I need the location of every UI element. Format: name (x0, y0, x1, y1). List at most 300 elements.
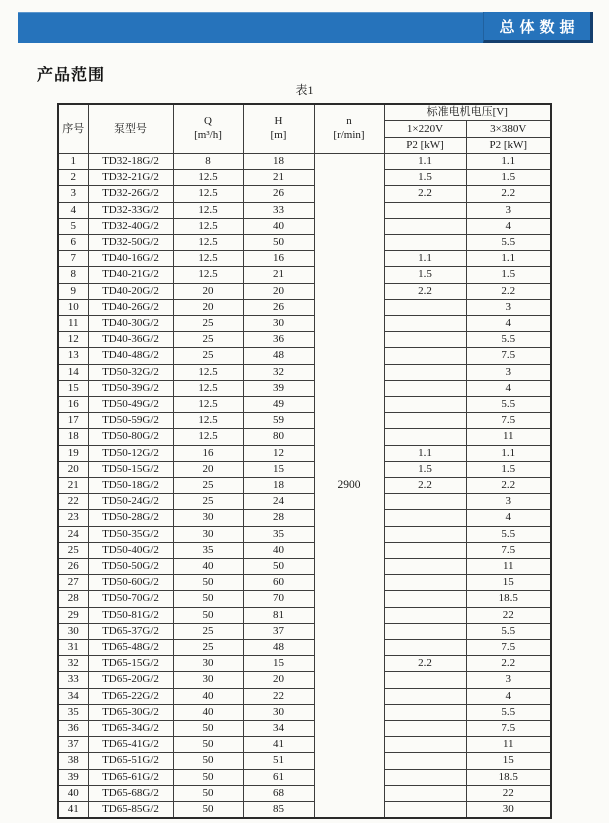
cell-h: 30 (243, 704, 314, 720)
cell-q: 20 (173, 461, 243, 477)
cell-model: TD32-50G/2 (88, 234, 173, 250)
cell-model: TD50-28G/2 (88, 510, 173, 526)
cell-h: 50 (243, 558, 314, 574)
cell-model: TD65-20G/2 (88, 672, 173, 688)
header-row-1 (58, 104, 551, 121)
cell-q: 25 (173, 623, 243, 639)
table-row (58, 202, 551, 218)
cell-p2-380: 3 (466, 494, 551, 510)
cell-h: 49 (243, 396, 314, 412)
cell-p2-380: 7.5 (466, 721, 551, 737)
cell-q: 40 (173, 704, 243, 720)
table-row (58, 429, 551, 445)
cell-no: 25 (58, 542, 88, 558)
cell-h: 18 (243, 477, 314, 493)
cell-no: 6 (58, 234, 88, 250)
cell-p2-220 (384, 332, 466, 348)
cell-no: 11 (58, 315, 88, 331)
header-v220: 1×220V (384, 121, 466, 137)
cell-no: 32 (58, 656, 88, 672)
cell-h: 60 (243, 575, 314, 591)
cell-q: 20 (173, 299, 243, 315)
cell-model: TD40-16G/2 (88, 251, 173, 267)
cell-h: 59 (243, 413, 314, 429)
cell-q: 35 (173, 542, 243, 558)
table-row (58, 170, 551, 186)
product-range-table (57, 103, 552, 819)
cell-h: 16 (243, 251, 314, 267)
table-row (58, 591, 551, 607)
table-caption: 表1 (295, 83, 314, 97)
cell-p2-220: 1.1 (384, 445, 466, 461)
cell-p2-380: 15 (466, 575, 551, 591)
cell-p2-380: 3 (466, 672, 551, 688)
header-col-no: 序号 (58, 104, 88, 153)
table-row (58, 656, 551, 672)
table-row (58, 639, 551, 655)
table-row (58, 802, 551, 819)
cell-p2-380: 30 (466, 802, 551, 819)
table-row (58, 251, 551, 267)
cell-q: 25 (173, 315, 243, 331)
cell-p2-220 (384, 623, 466, 639)
cell-p2-380: 18.5 (466, 591, 551, 607)
table-row (58, 364, 551, 380)
cell-h: 12 (243, 445, 314, 461)
cell-model: TD65-61G/2 (88, 769, 173, 785)
table-row (58, 737, 551, 753)
cell-model: TD32-40G/2 (88, 218, 173, 234)
cell-p2-380: 5.5 (466, 234, 551, 250)
cell-model: TD65-34G/2 (88, 721, 173, 737)
table-row (58, 299, 551, 315)
cell-h: 48 (243, 348, 314, 364)
cell-q: 12.5 (173, 380, 243, 396)
cell-p2-220: 2.2 (384, 283, 466, 299)
cell-h: 81 (243, 607, 314, 623)
cell-no: 40 (58, 785, 88, 801)
cell-h: 22 (243, 688, 314, 704)
cell-p2-380: 11 (466, 558, 551, 574)
cell-no: 36 (58, 721, 88, 737)
cell-no: 7 (58, 251, 88, 267)
cell-p2-220 (384, 704, 466, 720)
table-row (58, 234, 551, 250)
cell-p2-380: 4 (466, 315, 551, 331)
cell-p2-220: 1.1 (384, 251, 466, 267)
cell-model: TD50-35G/2 (88, 526, 173, 542)
cell-p2-380: 3 (466, 299, 551, 315)
cell-p2-220 (384, 753, 466, 769)
cell-h: 32 (243, 364, 314, 380)
cell-model: TD65-85G/2 (88, 802, 173, 819)
cell-model: TD65-15G/2 (88, 656, 173, 672)
cell-p2-380: 2.2 (466, 186, 551, 202)
cell-h: 61 (243, 769, 314, 785)
cell-h: 80 (243, 429, 314, 445)
cell-p2-220: 2.2 (384, 477, 466, 493)
cell-no: 3 (58, 186, 88, 202)
cell-p2-220 (384, 785, 466, 801)
table-header (58, 104, 551, 153)
table-row (58, 607, 551, 623)
cell-no: 13 (58, 348, 88, 364)
cell-q: 12.5 (173, 364, 243, 380)
cell-no: 8 (58, 267, 88, 283)
cell-h: 20 (243, 283, 314, 299)
cell-p2-220 (384, 672, 466, 688)
cell-q: 50 (173, 591, 243, 607)
cell-q: 25 (173, 348, 243, 364)
cell-model: TD50-32G/2 (88, 364, 173, 380)
cell-model: TD40-26G/2 (88, 299, 173, 315)
cell-h: 18 (243, 153, 314, 169)
cell-model: TD50-24G/2 (88, 494, 173, 510)
cell-h: 50 (243, 234, 314, 250)
table-row (58, 153, 551, 169)
cell-model: TD50-60G/2 (88, 575, 173, 591)
cell-no: 30 (58, 623, 88, 639)
header-col-q (173, 104, 243, 153)
cell-p2-220 (384, 299, 466, 315)
cell-q: 12.5 (173, 429, 243, 445)
cell-p2-380: 15 (466, 753, 551, 769)
cell-q: 25 (173, 494, 243, 510)
cell-no: 31 (58, 639, 88, 655)
table-row (58, 623, 551, 639)
table-row (58, 445, 551, 461)
cell-no: 4 (58, 202, 88, 218)
cell-p2-380: 4 (466, 688, 551, 704)
cell-h: 15 (243, 461, 314, 477)
cell-model: TD50-59G/2 (88, 413, 173, 429)
cell-model: TD40-30G/2 (88, 315, 173, 331)
cell-p2-380: 3 (466, 202, 551, 218)
cell-model: TD32-21G/2 (88, 170, 173, 186)
cell-h: 41 (243, 737, 314, 753)
table-row (58, 558, 551, 574)
header-col-n (314, 104, 384, 153)
cell-q: 40 (173, 688, 243, 704)
cell-p2-380: 1.5 (466, 170, 551, 186)
cell-h: 40 (243, 218, 314, 234)
cell-p2-220 (384, 575, 466, 591)
cell-p2-220: 1.5 (384, 170, 466, 186)
table-row (58, 348, 551, 364)
table-body (58, 153, 551, 818)
cell-no: 28 (58, 591, 88, 607)
cell-p2-380: 7.5 (466, 413, 551, 429)
cell-no: 15 (58, 380, 88, 396)
cell-model: TD32-26G/2 (88, 186, 173, 202)
cell-p2-380: 1.5 (466, 267, 551, 283)
page-header-title: 总体数据 (483, 12, 593, 43)
cell-p2-220 (384, 526, 466, 542)
cell-model: TD40-21G/2 (88, 267, 173, 283)
cell-model: TD32-33G/2 (88, 202, 173, 218)
table-row (58, 218, 551, 234)
cell-q: 12.5 (173, 170, 243, 186)
cell-h: 35 (243, 526, 314, 542)
cell-p2-220: 2.2 (384, 656, 466, 672)
cell-no: 14 (58, 364, 88, 380)
table-row (58, 461, 551, 477)
cell-no: 38 (58, 753, 88, 769)
cell-h: 26 (243, 299, 314, 315)
cell-no: 18 (58, 429, 88, 445)
cell-p2-380: 4 (466, 510, 551, 526)
cell-q: 50 (173, 607, 243, 623)
cell-no: 33 (58, 672, 88, 688)
table-row (58, 672, 551, 688)
cell-p2-220 (384, 721, 466, 737)
table-row (58, 494, 551, 510)
header-col-h-label: H (274, 115, 283, 128)
cell-q: 50 (173, 753, 243, 769)
cell-p2-380: 1.5 (466, 461, 551, 477)
cell-p2-380: 11 (466, 737, 551, 753)
cell-p2-220: 1.5 (384, 461, 466, 477)
cell-p2-220 (384, 802, 466, 819)
cell-no: 12 (58, 332, 88, 348)
cell-h: 40 (243, 542, 314, 558)
cell-q: 50 (173, 785, 243, 801)
cell-p2-220 (384, 234, 466, 250)
cell-p2-380: 2.2 (466, 283, 551, 299)
cell-q: 8 (173, 153, 243, 169)
cell-h: 24 (243, 494, 314, 510)
cell-model: TD50-49G/2 (88, 396, 173, 412)
table-row (58, 477, 551, 493)
header-col-n-unit: [r/min] (333, 128, 365, 141)
cell-h: 36 (243, 332, 314, 348)
cell-p2-380: 5.5 (466, 526, 551, 542)
cell-p2-380: 4 (466, 218, 551, 234)
cell-h: 39 (243, 380, 314, 396)
cell-model: TD50-40G/2 (88, 542, 173, 558)
cell-q: 12.5 (173, 186, 243, 202)
cell-h: 48 (243, 639, 314, 655)
table-row (58, 332, 551, 348)
cell-p2-380: 5.5 (466, 623, 551, 639)
header-voltage-group: 标准电机电压[V] (384, 104, 551, 121)
cell-q: 50 (173, 575, 243, 591)
cell-model: TD50-80G/2 (88, 429, 173, 445)
cell-p2-220 (384, 591, 466, 607)
cell-no: 24 (58, 526, 88, 542)
cell-no: 29 (58, 607, 88, 623)
cell-no: 22 (58, 494, 88, 510)
table-row (58, 413, 551, 429)
table-row (58, 283, 551, 299)
cell-q: 12.5 (173, 202, 243, 218)
cell-p2-220 (384, 315, 466, 331)
cell-p2-380: 1.1 (466, 251, 551, 267)
cell-h: 68 (243, 785, 314, 801)
cell-n-merged: 2900 (314, 153, 384, 818)
table-row (58, 769, 551, 785)
cell-q: 25 (173, 332, 243, 348)
cell-model: TD65-68G/2 (88, 785, 173, 801)
cell-p2-220 (384, 413, 466, 429)
cell-no: 17 (58, 413, 88, 429)
cell-q: 12.5 (173, 267, 243, 283)
cell-no: 10 (58, 299, 88, 315)
cell-p2-220 (384, 429, 466, 445)
cell-h: 70 (243, 591, 314, 607)
cell-h: 85 (243, 802, 314, 819)
cell-no: 41 (58, 802, 88, 819)
cell-h: 37 (243, 623, 314, 639)
cell-p2-380: 22 (466, 607, 551, 623)
cell-q: 25 (173, 477, 243, 493)
table-row (58, 753, 551, 769)
table-row (58, 380, 551, 396)
cell-p2-220 (384, 558, 466, 574)
cell-p2-220: 1.1 (384, 153, 466, 169)
cell-no: 26 (58, 558, 88, 574)
cell-no: 1 (58, 153, 88, 169)
cell-model: TD50-12G/2 (88, 445, 173, 461)
cell-p2-220 (384, 688, 466, 704)
cell-q: 12.5 (173, 251, 243, 267)
header-col-n-label: n (346, 115, 352, 128)
cell-h: 21 (243, 170, 314, 186)
cell-q: 12.5 (173, 218, 243, 234)
table-row (58, 315, 551, 331)
cell-h: 15 (243, 656, 314, 672)
cell-q: 25 (173, 639, 243, 655)
cell-p2-380: 1.1 (466, 445, 551, 461)
cell-q: 30 (173, 510, 243, 526)
table-row (58, 526, 551, 542)
cell-p2-380: 1.1 (466, 153, 551, 169)
table-row (58, 575, 551, 591)
cell-h: 30 (243, 315, 314, 331)
cell-q: 30 (173, 656, 243, 672)
cell-h: 20 (243, 672, 314, 688)
header-v380: 3×380V (466, 121, 551, 137)
cell-h: 33 (243, 202, 314, 218)
cell-model: TD50-15G/2 (88, 461, 173, 477)
cell-p2-220 (384, 396, 466, 412)
cell-p2-220: 2.2 (384, 186, 466, 202)
cell-model: TD40-48G/2 (88, 348, 173, 364)
cell-model: TD40-20G/2 (88, 283, 173, 299)
cell-p2-380: 5.5 (466, 396, 551, 412)
cell-no: 23 (58, 510, 88, 526)
section-heading: 产品范围 (37, 67, 106, 84)
cell-p2-220 (384, 607, 466, 623)
table-row (58, 396, 551, 412)
table-row (58, 510, 551, 526)
cell-q: 12.5 (173, 413, 243, 429)
page-header-bar (18, 12, 593, 43)
cell-p2-380: 2.2 (466, 477, 551, 493)
cell-model: TD32-18G/2 (88, 153, 173, 169)
cell-model: TD65-37G/2 (88, 623, 173, 639)
cell-p2-380: 5.5 (466, 704, 551, 720)
cell-no: 34 (58, 688, 88, 704)
cell-model: TD50-81G/2 (88, 607, 173, 623)
cell-p2-380: 18.5 (466, 769, 551, 785)
cell-h: 21 (243, 267, 314, 283)
cell-p2-380: 7.5 (466, 542, 551, 558)
cell-q: 50 (173, 737, 243, 753)
cell-p2-220: 1.5 (384, 267, 466, 283)
cell-h: 28 (243, 510, 314, 526)
table-row (58, 785, 551, 801)
cell-h: 34 (243, 721, 314, 737)
cell-p2-380: 22 (466, 785, 551, 801)
cell-p2-220 (384, 510, 466, 526)
cell-q: 12.5 (173, 234, 243, 250)
cell-q: 30 (173, 526, 243, 542)
cell-no: 16 (58, 396, 88, 412)
cell-q: 50 (173, 769, 243, 785)
cell-no: 5 (58, 218, 88, 234)
cell-q: 50 (173, 721, 243, 737)
cell-no: 20 (58, 461, 88, 477)
header-p2-380: P2 [kW] (466, 137, 551, 153)
cell-p2-380: 11 (466, 429, 551, 445)
cell-p2-380: 7.5 (466, 348, 551, 364)
cell-q: 16 (173, 445, 243, 461)
table-row (58, 186, 551, 202)
cell-no: 9 (58, 283, 88, 299)
cell-p2-380: 4 (466, 380, 551, 396)
cell-q: 50 (173, 802, 243, 819)
cell-model: TD65-41G/2 (88, 737, 173, 753)
cell-no: 35 (58, 704, 88, 720)
cell-no: 19 (58, 445, 88, 461)
cell-p2-220 (384, 348, 466, 364)
cell-p2-220 (384, 364, 466, 380)
cell-h: 26 (243, 186, 314, 202)
header-col-h-unit: [m] (270, 128, 287, 141)
table-row (58, 542, 551, 558)
cell-p2-220 (384, 639, 466, 655)
cell-model: TD40-36G/2 (88, 332, 173, 348)
cell-p2-220 (384, 737, 466, 753)
table-row (58, 721, 551, 737)
cell-p2-380: 5.5 (466, 332, 551, 348)
cell-no: 21 (58, 477, 88, 493)
cell-model: TD65-51G/2 (88, 753, 173, 769)
cell-q: 40 (173, 558, 243, 574)
cell-p2-220 (384, 769, 466, 785)
cell-p2-380: 7.5 (466, 639, 551, 655)
cell-p2-380: 2.2 (466, 656, 551, 672)
header-col-model: 泵型号 (88, 104, 173, 153)
cell-no: 37 (58, 737, 88, 753)
cell-no: 39 (58, 769, 88, 785)
cell-p2-380: 3 (466, 364, 551, 380)
cell-p2-220 (384, 218, 466, 234)
header-col-h (243, 104, 314, 153)
cell-model: TD65-30G/2 (88, 704, 173, 720)
cell-p2-220 (384, 202, 466, 218)
cell-q: 20 (173, 283, 243, 299)
cell-model: TD50-18G/2 (88, 477, 173, 493)
cell-no: 2 (58, 170, 88, 186)
table-row (58, 688, 551, 704)
cell-model: TD50-39G/2 (88, 380, 173, 396)
cell-model: TD65-22G/2 (88, 688, 173, 704)
header-col-q-unit: [m³/h] (194, 128, 222, 141)
header-col-q-label: Q (204, 115, 212, 128)
cell-h: 51 (243, 753, 314, 769)
